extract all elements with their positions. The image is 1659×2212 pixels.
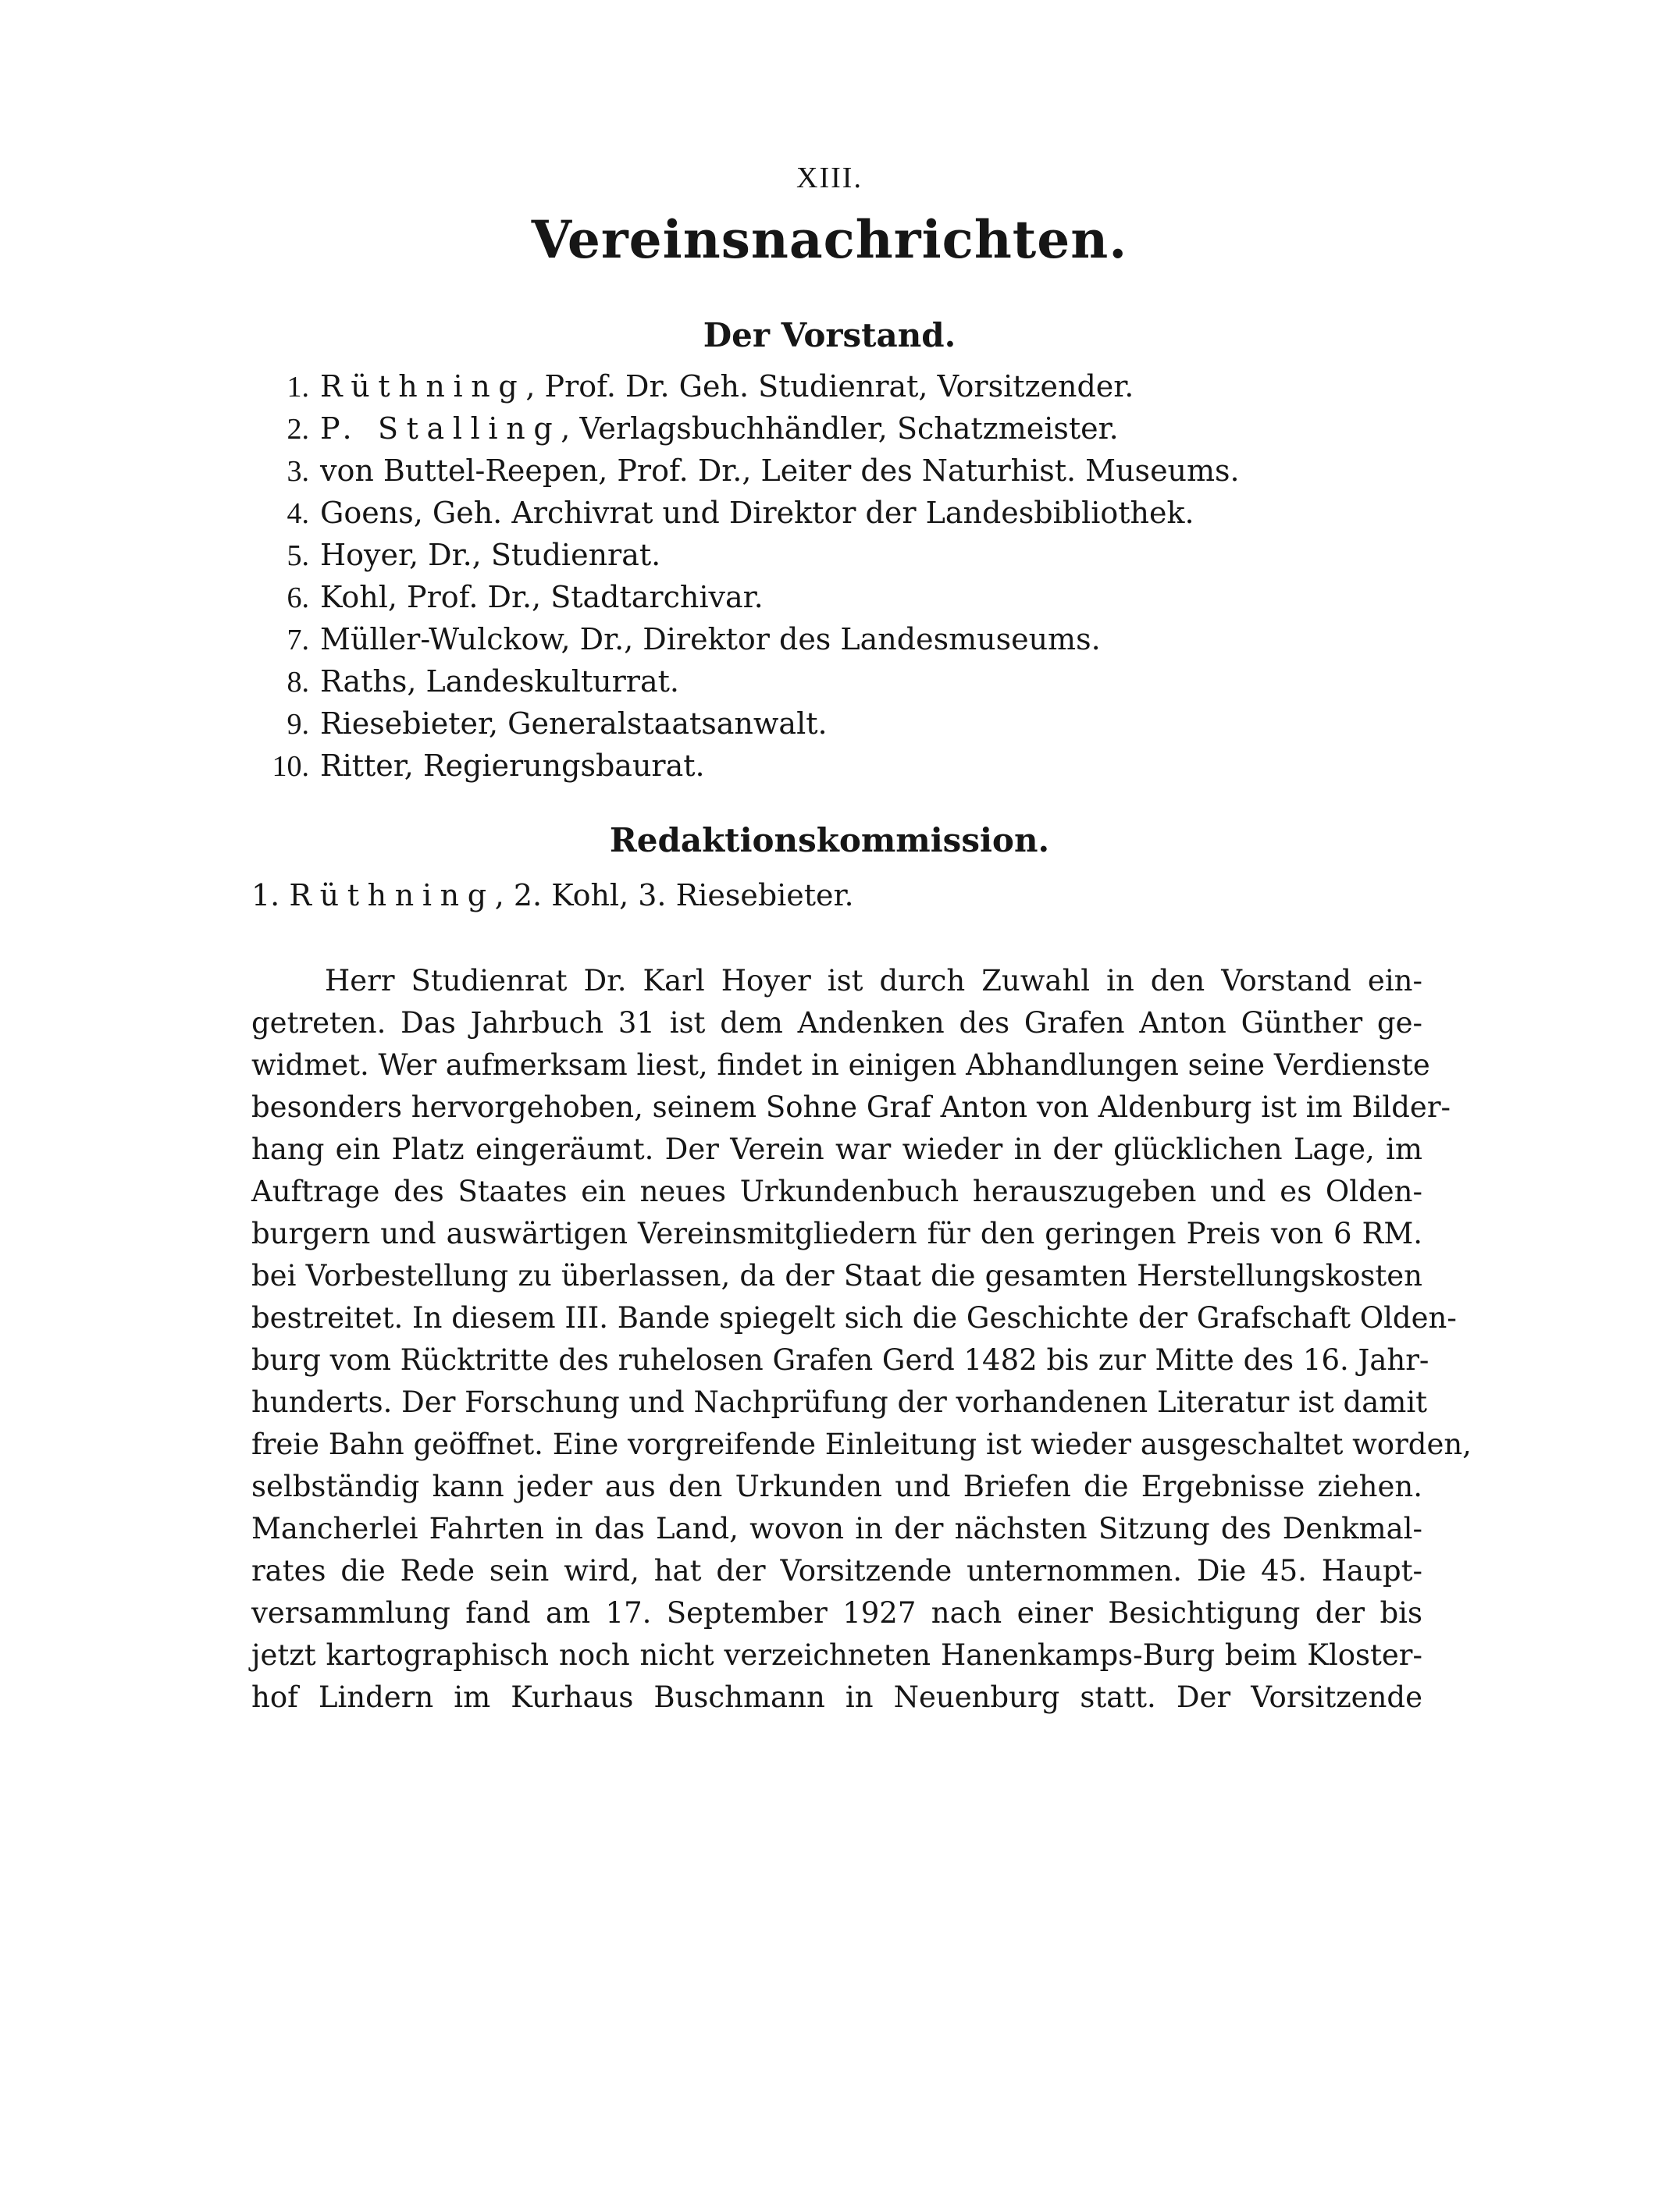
member-name: Rüthning	[320, 369, 526, 404]
member-name: Riesebieter	[320, 706, 489, 741]
member-details: , Regierungsbaurat.	[404, 749, 705, 783]
list-number: 5.	[287, 539, 309, 572]
text-line: versammlung fand am 17. September 1927 nach einer Besichtigung der bis	[251, 1596, 1422, 1630]
list-item	[251, 365, 1454, 407]
text-line: besonders hervorgehoben, seinem Sohne Graf Anton von Aldenburg ist im Bilder-	[251, 1090, 1451, 1124]
member-name: Raths	[320, 664, 408, 699]
member-details: , Geh. Archivrat und Direktor der Landesbibliothek.	[413, 496, 1194, 530]
board-heading: Der Vorstand.	[703, 316, 956, 354]
member-details: , Dr., Studienrat.	[408, 538, 661, 572]
text-line: rates die Rede sein wird, hat der Vorsitzende unternommen. Die 45. Haupt-	[251, 1554, 1422, 1588]
list-item	[251, 534, 1454, 576]
list-number: 6.	[287, 581, 309, 614]
list-item	[251, 492, 1454, 534]
list-number: 3.	[287, 455, 309, 488]
text-line: widmet. Wer aufmerksam liest, findet in einigen Abhandlungen seine Verdienste	[251, 1048, 1430, 1082]
member-name: Kohl	[320, 580, 388, 614]
text-line: hang ein Platz eingeräumt. Der Verein war wieder in der glücklichen Lage, im	[251, 1133, 1422, 1166]
chapter-number: XIII.	[796, 162, 863, 194]
commission-heading: Redaktionskommission.	[609, 821, 1050, 859]
text-line: Herr Studienrat Dr. Karl Hoyer ist durch Zuwahl in den Vorstand ein-	[325, 964, 1422, 998]
list-number: 10.	[272, 750, 309, 783]
member-details: , Prof. Dr., Leiter des Naturhist. Museums.	[598, 453, 1240, 488]
commission-rest: , 2. Kohl, 3. Riesebieter.	[494, 878, 854, 912]
list-number: 7.	[287, 624, 309, 656]
member-details: , Prof. Dr., Stadtarchivar.	[387, 580, 764, 614]
member-details: , Generalstaatsanwalt.	[488, 706, 828, 741]
commission-first-name: Rüthning	[289, 878, 495, 912]
list-number: 2.	[287, 413, 309, 446]
member-details: , Landeskulturrat.	[407, 664, 679, 699]
text-line: burgern und auswärtigen Vereinsmitgliedern für den geringen Preis von 6 RM.	[251, 1217, 1422, 1250]
text-line: bestreitet. In diesem III. Bande spiegelt sich die Geschichte der Grafschaft Olden-	[251, 1301, 1457, 1335]
member-name: von Buttel-Reepen	[320, 453, 599, 488]
member-name: P. Stalling	[320, 411, 561, 446]
text-line: Mancherlei Fahrten in das Land, wovon in der nächsten Sitzung des Denkmal-	[251, 1512, 1422, 1545]
text-line: hof Lindern im Kurhaus Buschmann in Neuenburg statt. Der Vorsitzende	[251, 1680, 1422, 1714]
list-number: 8.	[287, 666, 309, 699]
member-name: Müller-Wulckow	[320, 622, 561, 656]
text-line: jetzt kartographisch noch nicht verzeichneten Hanenkamps-Burg beim Kloster-	[251, 1638, 1422, 1672]
board-member-list	[251, 365, 1454, 787]
list-number: 4.	[287, 497, 309, 530]
list-item	[251, 407, 1454, 450]
member-name: Goens	[320, 496, 414, 530]
member-name: Hoyer	[320, 538, 409, 572]
text-line: getreten. Das Jahrbuch 31 ist dem Andenken des Grafen Anton Günther ge-	[251, 1006, 1422, 1040]
text-line: bei Vorbestellung zu überlassen, da der Staat die gesamten Herstellungskosten	[251, 1259, 1422, 1293]
news-paragraph	[251, 960, 1472, 1719]
member-details: , Dr., Direktor des Landesmuseums.	[561, 622, 1101, 656]
list-item	[251, 618, 1454, 660]
text-line: burg vom Rücktritte des ruhelosen Grafen Gerd 1482 bis zur Mitte des 16. Jahr-	[251, 1343, 1429, 1377]
text-line: Auftrage des Staates ein neues Urkundenbuch herauszugeben und es Olden-	[251, 1175, 1422, 1208]
text-line: freie Bahn geöffnet. Eine vorgreifende Einleitung ist wieder ausgeschaltet worden,	[251, 1428, 1472, 1461]
list-item	[251, 702, 1454, 745]
member-name: Ritter	[320, 749, 404, 783]
list-number: 9.	[287, 708, 309, 741]
text-line: hunderts. Der Forschung und Nachprüfung der vorhandenen Literatur ist damit	[251, 1385, 1428, 1419]
list-item	[251, 660, 1454, 702]
list-item	[251, 745, 1454, 787]
text-line: selbständig kann jeder aus den Urkunden und Briefen die Ergebnisse ziehen.	[251, 1470, 1422, 1503]
page-title: Vereinsnachrichten.	[531, 209, 1128, 270]
member-details: , Prof. Dr. Geh. Studienrat, Vorsitzender.	[525, 369, 1134, 404]
commission-prefix: 1.	[251, 878, 290, 912]
commission-members	[251, 874, 1454, 916]
member-details: , Verlagsbuchhändler, Schatzmeister.	[561, 411, 1119, 446]
list-item	[251, 450, 1454, 492]
list-item	[251, 576, 1454, 618]
list-number: 1.	[287, 371, 309, 404]
